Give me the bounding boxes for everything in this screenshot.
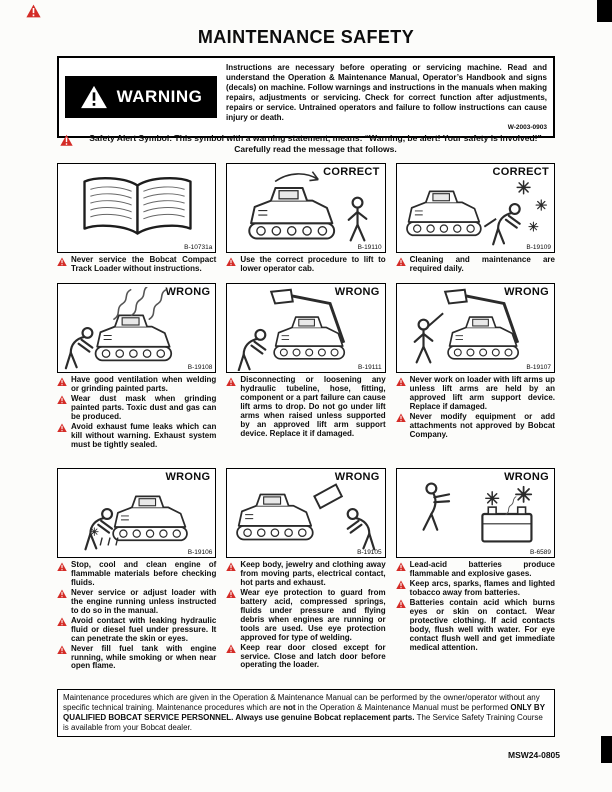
alert-text: Safety Alert Symbol: This symbol with a warning statement, means: “Warning, be alert! Your safety is involved!” Carefully read the message that follows. (89, 133, 542, 155)
note-text: Wear dust mask when grinding painted parts. Toxic dust and gas can be produced. (71, 393, 217, 421)
warning-triangle-icon (80, 85, 108, 109)
warning-body (226, 63, 547, 131)
panel-status-label: WRONG (165, 471, 211, 483)
safety-note (57, 256, 216, 274)
note-text: Disconnecting or loosening any hydraulic tubeline, hose, fitting, component or a part failure can cause lift arms to drop. Do not go under lift arms when raised unless supported by an approved lift arm support device. Replace it if damaged. (240, 375, 386, 438)
panel-row-2 (57, 283, 555, 450)
safety-note (396, 561, 555, 579)
panel-lift-arm-drop (226, 283, 385, 450)
panel-notes (396, 256, 555, 274)
binding-mark-top (597, 0, 612, 22)
safety-note (396, 580, 555, 598)
panel-welding-fumes (57, 283, 216, 450)
alert-triangle-icon (57, 257, 67, 267)
alert-triangle-icon (226, 644, 236, 654)
panel-status-label: WRONG (334, 286, 380, 298)
footer-text: The Service Safety Training Course is available from your Bobcat dealer. (63, 712, 543, 732)
panel-status-label: CORRECT (492, 166, 549, 178)
note-text: Avoid contact with leaking hydraulic fluid or diesel fuel under pressure. It can penetrate the skin or eyes. (71, 615, 217, 643)
safety-alert-note (60, 133, 552, 156)
safety-note (226, 561, 385, 588)
alert-triangle-icon (60, 134, 73, 147)
alert-triangle-icon (57, 617, 67, 627)
safety-note (57, 589, 216, 616)
safety-note (396, 413, 555, 440)
safety-note (396, 256, 555, 274)
note-text: Avoid exhaust fume leaks which can kill without warning. Exhaust system must be tightly sealed. (71, 421, 217, 449)
engine-service-illustration (59, 472, 216, 556)
binding-mark-bottom (601, 736, 612, 763)
figure-number: B-19110 (357, 244, 382, 251)
alert-triangle-icon (57, 645, 67, 655)
note-text: Never modify equipment or add attachments not approved by Bobcat Company. (409, 411, 555, 439)
alert-triangle-icon (57, 423, 67, 433)
figure-box (226, 468, 385, 558)
welding-fumes-illustration (59, 287, 216, 371)
figure-number: B-19105 (357, 549, 382, 556)
figure-box (226, 163, 385, 253)
safety-note (57, 423, 216, 450)
panel-notes (226, 561, 385, 670)
battery-illustration (398, 472, 555, 556)
figure-number: B-10731a (184, 244, 213, 251)
safety-note (57, 617, 216, 644)
alert-triangle-icon (57, 395, 67, 405)
figure-number: B-19111 (358, 364, 382, 371)
note-text: Cleaning and maintenance are required daily. (409, 255, 555, 273)
alert-triangle-print-mark (26, 4, 41, 18)
figure-box (396, 468, 555, 558)
alert-triangle-icon (57, 589, 67, 599)
figure-number: B-19107 (526, 364, 551, 371)
note-text: Wear eye protection to guard from battery acid, compressed springs, fluids under pressure and flying debris when engines are running or tools are used. Use eye protection approved for type of welding. (240, 587, 386, 642)
figure-number: B-6589 (530, 549, 551, 556)
moving-parts-illustration (228, 472, 385, 556)
panel-moving-parts (226, 468, 385, 671)
panel-notes (396, 376, 555, 440)
lift-arm-support-illustration (398, 287, 555, 371)
warning-label: WARNING (116, 87, 203, 107)
alert-triangle-icon (57, 377, 67, 387)
cab-lift-illustration (228, 167, 385, 251)
panel-battery (396, 468, 555, 671)
note-text: Stop, cool and clean engine of flammable materials before checking fluids. (71, 560, 217, 587)
note-text: Batteries contain acid which burns eyes or skin on contact. Wear protective clothing. If acid contacts body, flush well with water. For eye contact flush well and get immediate medical attention. (409, 597, 555, 652)
alert-triangle-icon (396, 413, 406, 423)
alert-triangle-icon (226, 562, 236, 572)
panel-cleaning (396, 163, 555, 274)
note-text: Use the correct procedure to lift to lower operator cab. (240, 255, 386, 273)
safety-note (396, 599, 555, 653)
warning-badge (65, 76, 217, 118)
panel-status-label: WRONG (165, 286, 211, 298)
alert-triangle-icon (396, 599, 406, 609)
note-text: Have good ventilation when welding or grinding painted parts. (71, 375, 217, 393)
note-text: Never service or adjust loader with the engine running unless instructed to do so in the manual. (71, 587, 217, 615)
figure-number: B-19106 (187, 549, 213, 556)
safety-note (226, 256, 385, 274)
alert-triangle-icon (396, 257, 406, 267)
footer-text-bold: not (283, 702, 296, 712)
safety-note (57, 645, 216, 672)
note-text: Keep rear door closed except for service. Close and latch door before operating the loader. (240, 642, 386, 670)
figure-box (396, 163, 555, 253)
figure-box (226, 283, 385, 373)
warning-box (57, 56, 555, 138)
figure-number: B-19108 (187, 364, 213, 371)
panel-notes (57, 561, 216, 671)
alert-triangle-icon (57, 562, 67, 572)
panel-notes (57, 256, 216, 274)
safety-note (226, 589, 385, 643)
note-text: Keep arcs, sparks, flames and lighted tobacco away from batteries. (409, 578, 555, 597)
open-book-illustration (59, 167, 216, 251)
lift-arm-drop-illustration (228, 287, 385, 371)
panel-cab-lift (226, 163, 385, 274)
page-title: MAINTENANCE SAFETY (197, 27, 415, 47)
footer-text: in the Operation & Maintenance Manual must be performed (295, 702, 511, 712)
figure-number: B-19109 (526, 244, 551, 251)
panel-status-label: WRONG (504, 471, 549, 483)
warning-text: Instructions are necessary before operating or servicing machine. Read and understand the Operation & Maintenance Manual, Operator’s Handbook and signs (decals) on machine. Follow warnings and instructions in the manuals when making repairs, adjustments or servicing. Check for correct function after adjustments, repairs or service. Untrained operators and failure to follow instructions can cause injury or death. (226, 63, 547, 122)
note-text: Lead-acid batteries produce flammable and explosive gases. (409, 560, 555, 578)
safety-note (226, 376, 385, 439)
safety-note (57, 376, 216, 394)
figure-box (57, 163, 216, 253)
panel-notes (226, 376, 385, 439)
alert-triangle-icon (226, 257, 236, 267)
alert-triangle-icon (226, 589, 236, 599)
panel-status-label: WRONG (504, 286, 549, 298)
figure-box (57, 468, 216, 558)
alert-triangle-icon (396, 377, 406, 387)
note-text: Never fill fuel tank with engine running, while smoking or when near open flame. (71, 643, 217, 671)
panel-lift-arm-support (396, 283, 555, 450)
panel-notes (57, 376, 216, 450)
panel-row-1 (57, 163, 555, 274)
alert-triangle-icon (396, 562, 406, 572)
figure-box (396, 283, 555, 373)
warning-code: W-2003-0903 (507, 124, 547, 132)
panel-status-label: CORRECT (323, 166, 380, 178)
alert-triangle-icon (226, 377, 236, 387)
safety-note (57, 395, 216, 422)
figure-box (57, 283, 216, 373)
note-text: Never work on loader with lift arms up unless lift arms are held by an approved lift arm support device. Replace if damaged. (409, 375, 555, 411)
alert-triangle-icon (396, 580, 406, 590)
maintenance-footer-note (57, 689, 555, 737)
safety-note (57, 561, 216, 588)
footer-text: Maintenance procedures which are given in the Operation & Maintenance Manual can be performed by the owner/operator without any specific technical training. Maintenance procedures which are (63, 693, 540, 712)
note-text: Never service the Bobcat Compact Track Loader without instructions. (71, 255, 217, 273)
safety-note (396, 376, 555, 412)
note-text: Keep body, jewelry and clothing away from moving parts, electrical contact, hot parts and exhaust. (240, 560, 386, 587)
panel-row-3 (57, 468, 555, 671)
panel-notes (226, 256, 385, 274)
safety-note (226, 644, 385, 671)
panel-status-label: WRONG (334, 471, 380, 483)
footer-text-bold: ONLY BY QUALIFIED BOBCAT SERVICE PERSONNEL. Always use genuine Bobcat replacement parts. (63, 702, 545, 722)
cleaning-illustration (398, 167, 555, 251)
panel-instructions (57, 163, 216, 274)
panel-engine-service (57, 468, 216, 671)
document-number: MSW24-0805 (508, 750, 560, 760)
panel-notes (396, 561, 555, 653)
